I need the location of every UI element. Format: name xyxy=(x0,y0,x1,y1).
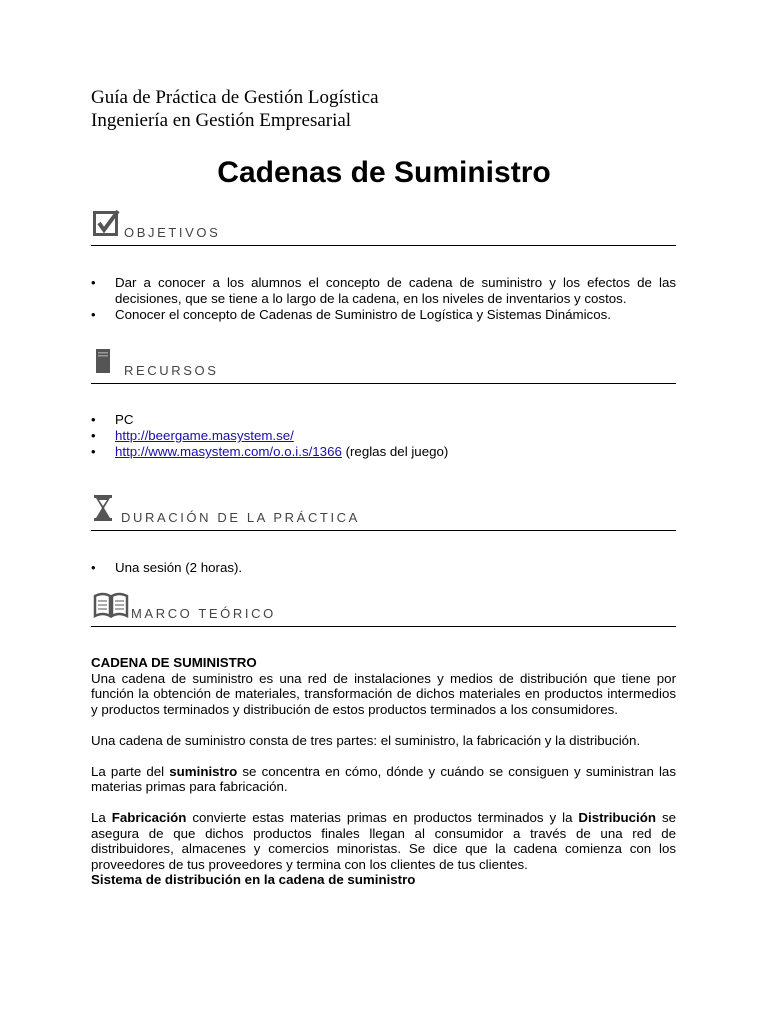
marco-paragraph-1: Una cadena de suministro es una red de instalaciones y medios de distribución que tiene por función la obtención de materiales, transformación de dichos materiales en productos intermedios y productos terminados y distribución de estos productos terminados a los consumidores. xyxy=(91,670,676,717)
beergame-link[interactable]: http://beergame.masystem.se/ xyxy=(115,428,294,443)
list-item xyxy=(91,428,676,444)
section-objetivos-label: OBJETIVOS xyxy=(124,225,221,240)
marco-paragraph-2: Una cadena de suministro consta de tres partes: el suministro, la fabricación y la distribución. xyxy=(91,732,641,748)
section-marco-header xyxy=(91,590,676,627)
section-marco-label: MARCO TEÓRICO xyxy=(131,606,276,621)
marco-paragraph-3: La parte del suministro se concentra en cómo, dónde y cuándo se consiguen y suministran las materias primas para fabricación. xyxy=(91,763,676,794)
list-item: • Dar a conocer a los alumnos el concepto de cadena de suministro y los efectos de las decisiones, que se tiene a lo largo de la cadena, en los niveles de inventarios y costos. xyxy=(91,275,676,307)
marco-paragraph-4: La Fabricación convierte estas materias primas en productos terminados y la Distribución se asegura de que dichos productos finales llegan al consumidor a través de una red de distribuidores, almacenes y comercios minoristas. Se dice que la cadena comienza con los proveedores de tus proveedores y termina con los clientes de tus clientes. xyxy=(91,810,676,872)
game-rules-link[interactable]: http://www.masystem.com/o.o.i.s/1366 xyxy=(115,444,342,459)
hourglass-icon xyxy=(93,494,113,527)
duracion-list xyxy=(91,560,676,576)
list-item: • Conocer el concepto de Cadenas de Suministro de Logística y Sistemas Dinámicos. xyxy=(91,307,676,323)
section-duracion-label: DURACIÓN DE LA PRÁCTICA xyxy=(121,510,360,525)
section-objetivos-header xyxy=(91,209,676,246)
header-line-2: Ingeniería en Gestión Empresarial xyxy=(91,110,352,131)
list-item: • Una sesión (2 horas). xyxy=(91,560,676,576)
section-duracion-header xyxy=(91,494,676,531)
computer-tower-icon xyxy=(93,347,113,380)
header-line-1: Guía de Práctica de Gestión Logística xyxy=(91,87,379,108)
game-rules-note: (reglas del juego) xyxy=(341,444,449,459)
marco-heading: CADENA DE SUMINISTRO xyxy=(91,655,257,670)
recursos-list xyxy=(91,412,676,460)
checkbox-icon xyxy=(93,209,123,242)
marco-subheading: Sistema de distribución en la cadena de suministro xyxy=(91,872,416,887)
section-recursos-label: RECURSOS xyxy=(124,363,219,378)
list-item xyxy=(91,444,676,460)
book-icon xyxy=(93,592,129,623)
page-title: Cadenas de Suministro xyxy=(217,156,551,189)
marco-body xyxy=(91,655,676,888)
section-recursos-header xyxy=(91,347,676,384)
objetivos-list xyxy=(91,275,676,323)
list-item: • PC xyxy=(91,412,676,428)
